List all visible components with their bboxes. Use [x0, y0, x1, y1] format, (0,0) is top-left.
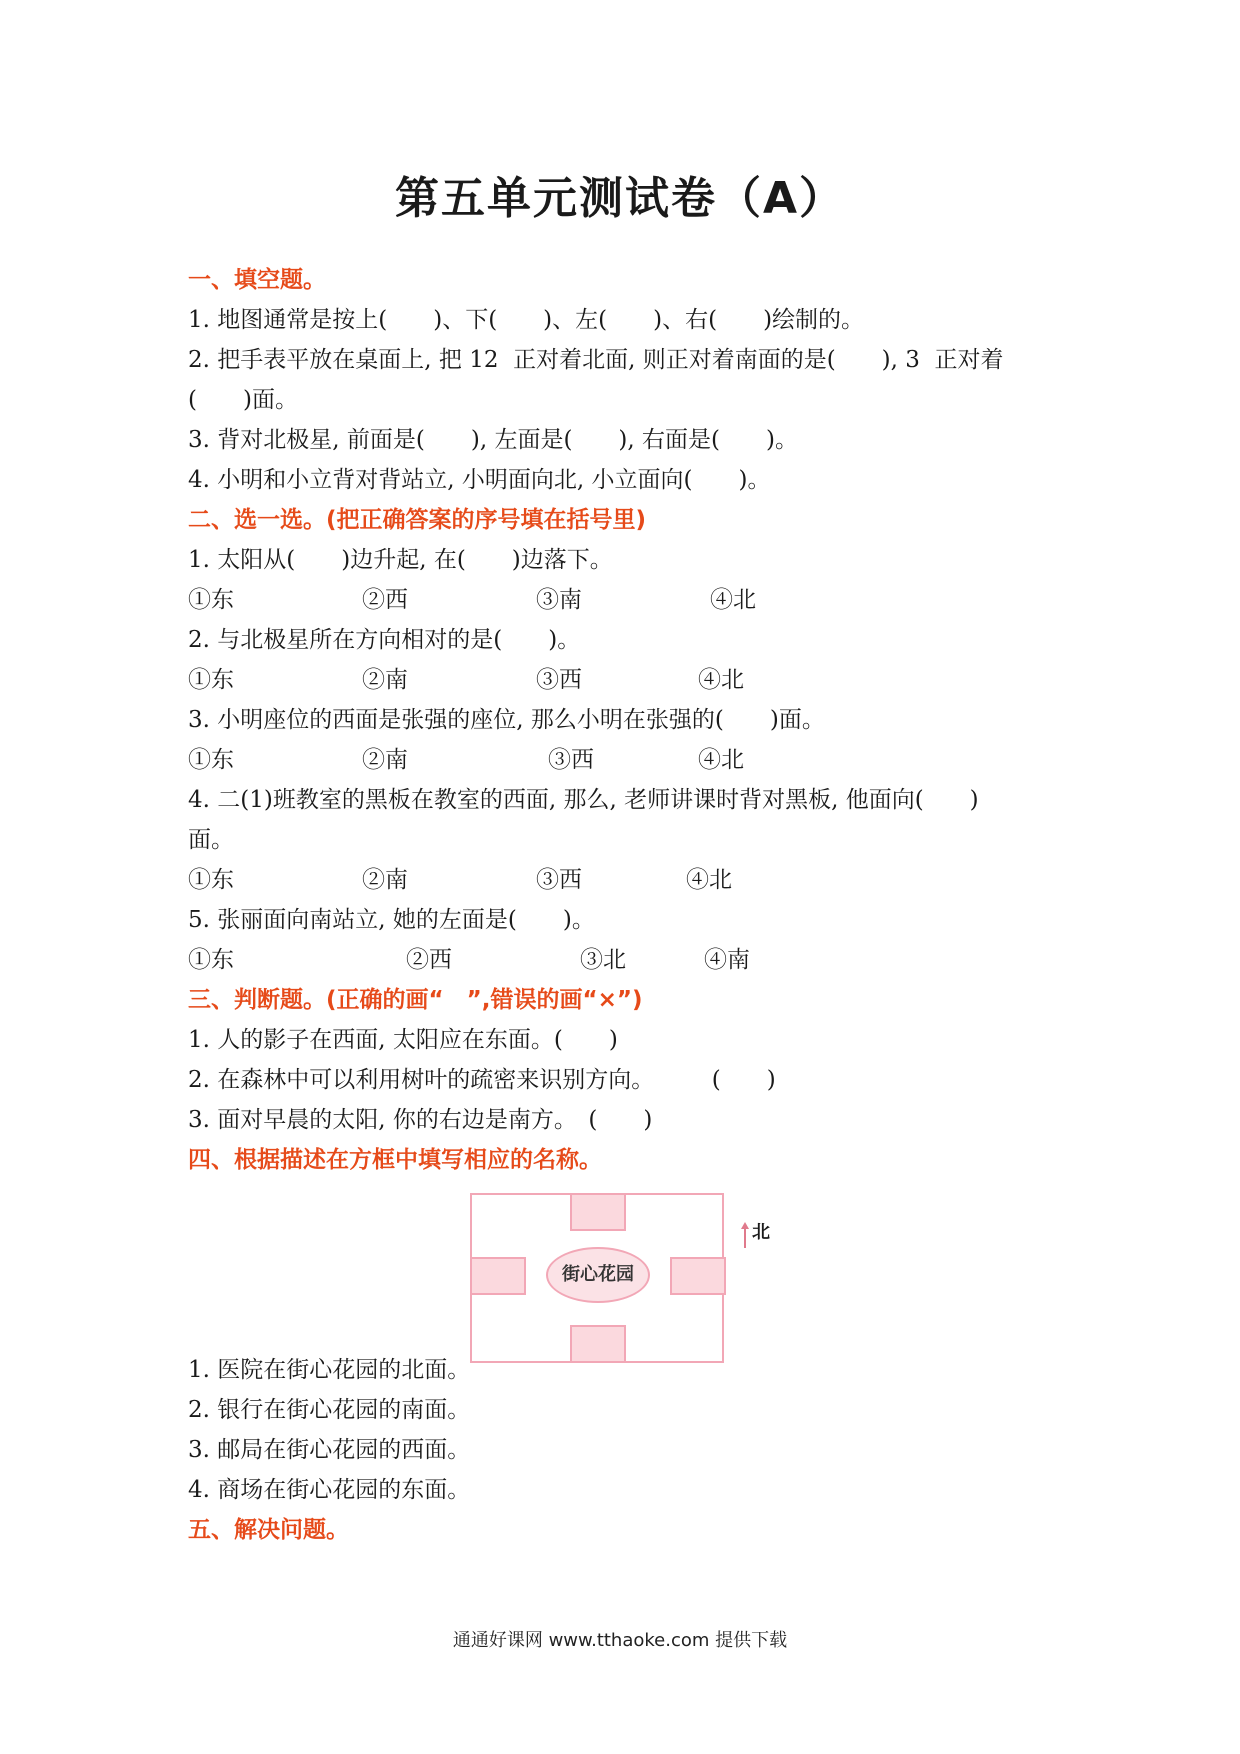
s2-q3-options — [188, 740, 1058, 780]
s4-item-4: 4. 商场在街心花园的东面。 — [188, 1477, 471, 1503]
option: ③南 — [536, 587, 582, 613]
option: ②南 — [362, 667, 408, 693]
s2-question-5: 5. 张丽面向南站立, 她的左面是( )。 — [188, 907, 595, 933]
option: ①东 — [188, 947, 234, 973]
s4-item-1: 1. 医院在街心花园的北面。 — [188, 1357, 471, 1383]
north-box[interactable] — [570, 1193, 626, 1231]
garden-label: 街心花园 — [546, 1247, 650, 1303]
s2-q2-options — [188, 660, 1058, 700]
page-title: 第五单元测试卷（A） — [394, 173, 846, 224]
section-1-heading: 一、填空题。 — [188, 267, 326, 293]
option: ④南 — [704, 947, 750, 973]
s1-question-3: 3. 背对北极星, 前面是( ), 左面是( ), 右面是( )。 — [188, 427, 798, 453]
option: ②南 — [362, 747, 408, 773]
option: ④北 — [710, 587, 756, 613]
option: ④北 — [686, 867, 732, 893]
s2-question-1: 1. 太阳从( )边升起, 在( )边落下。 — [188, 547, 613, 573]
option: ①东 — [188, 747, 234, 773]
s1-question-1: 1. 地图通常是按上( )、下( )、左( )、右( )绘制的。 — [188, 307, 865, 333]
s2-question-4-cont: 面。 — [188, 827, 234, 853]
s2-question-4: 4. 二(1)班教室的黑板在教室的西面, 那么, 老师讲课时背对黑板, 他面向( ) — [188, 787, 979, 813]
option: ②西 — [406, 947, 452, 973]
section-5-heading: 五、解决问题。 — [188, 1517, 349, 1543]
footer-credit: 通通好课网 www.tthaoke.com 提供下载 — [452, 1630, 788, 1651]
south-box[interactable] — [570, 1325, 626, 1363]
s1-question-4: 4. 小明和小立背对背站立, 小明面向北, 小立面向( )。 — [188, 467, 771, 493]
option: ③西 — [536, 867, 582, 893]
s4-item-2: 2. 银行在街心花园的南面。 — [188, 1397, 471, 1423]
s2-question-3: 3. 小明座位的西面是张强的座位, 那么小明在张强的( )面。 — [188, 707, 825, 733]
s3-question-3: 3. 面对早晨的太阳, 你的右边是南方。 ( ) — [188, 1107, 653, 1133]
s4-item-3: 3. 邮局在街心花园的西面。 — [188, 1437, 471, 1463]
s2-q5-options — [188, 940, 1058, 980]
east-box[interactable] — [670, 1257, 726, 1295]
option: ①东 — [188, 867, 234, 893]
option: ③西 — [536, 667, 582, 693]
option: ①东 — [188, 587, 234, 613]
s2-q4-options — [188, 860, 1058, 900]
s1-question-2-cont: ( )面。 — [188, 387, 298, 413]
s3-question-2: 2. 在森林中可以利用树叶的疏密来识别方向。 ( ) — [188, 1067, 776, 1093]
section-4-heading: 四、根据描述在方框中填写相应的名称。 — [188, 1147, 602, 1173]
option: ②南 — [362, 867, 408, 893]
s1-question-2: 2. 把手表平放在桌面上, 把 12 正对着北面, 则正对着南面的是( ), 3 正对着 — [188, 347, 1004, 373]
section-3-heading: 三、判断题。(正确的画“ ”,错误的画“×”) — [188, 987, 643, 1013]
west-box[interactable] — [470, 1257, 526, 1295]
s3-question-1: 1. 人的影子在西面, 太阳应在东面。( ) — [188, 1027, 618, 1053]
option: ④北 — [698, 747, 744, 773]
street-map-diagram — [470, 1193, 724, 1363]
option: ②西 — [362, 587, 408, 613]
option: ④北 — [698, 667, 744, 693]
section-2-heading: 二、选一选。(把正确答案的序号填在括号里) — [188, 507, 647, 533]
s2-question-2: 2. 与北极星所在方向相对的是( )。 — [188, 627, 581, 653]
option: ③北 — [580, 947, 626, 973]
option: ③西 — [548, 747, 594, 773]
s2-q1-options — [188, 580, 1058, 620]
north-label: 北 — [752, 1222, 770, 1243]
option: ①东 — [188, 667, 234, 693]
north-arrow-icon — [741, 1222, 749, 1248]
